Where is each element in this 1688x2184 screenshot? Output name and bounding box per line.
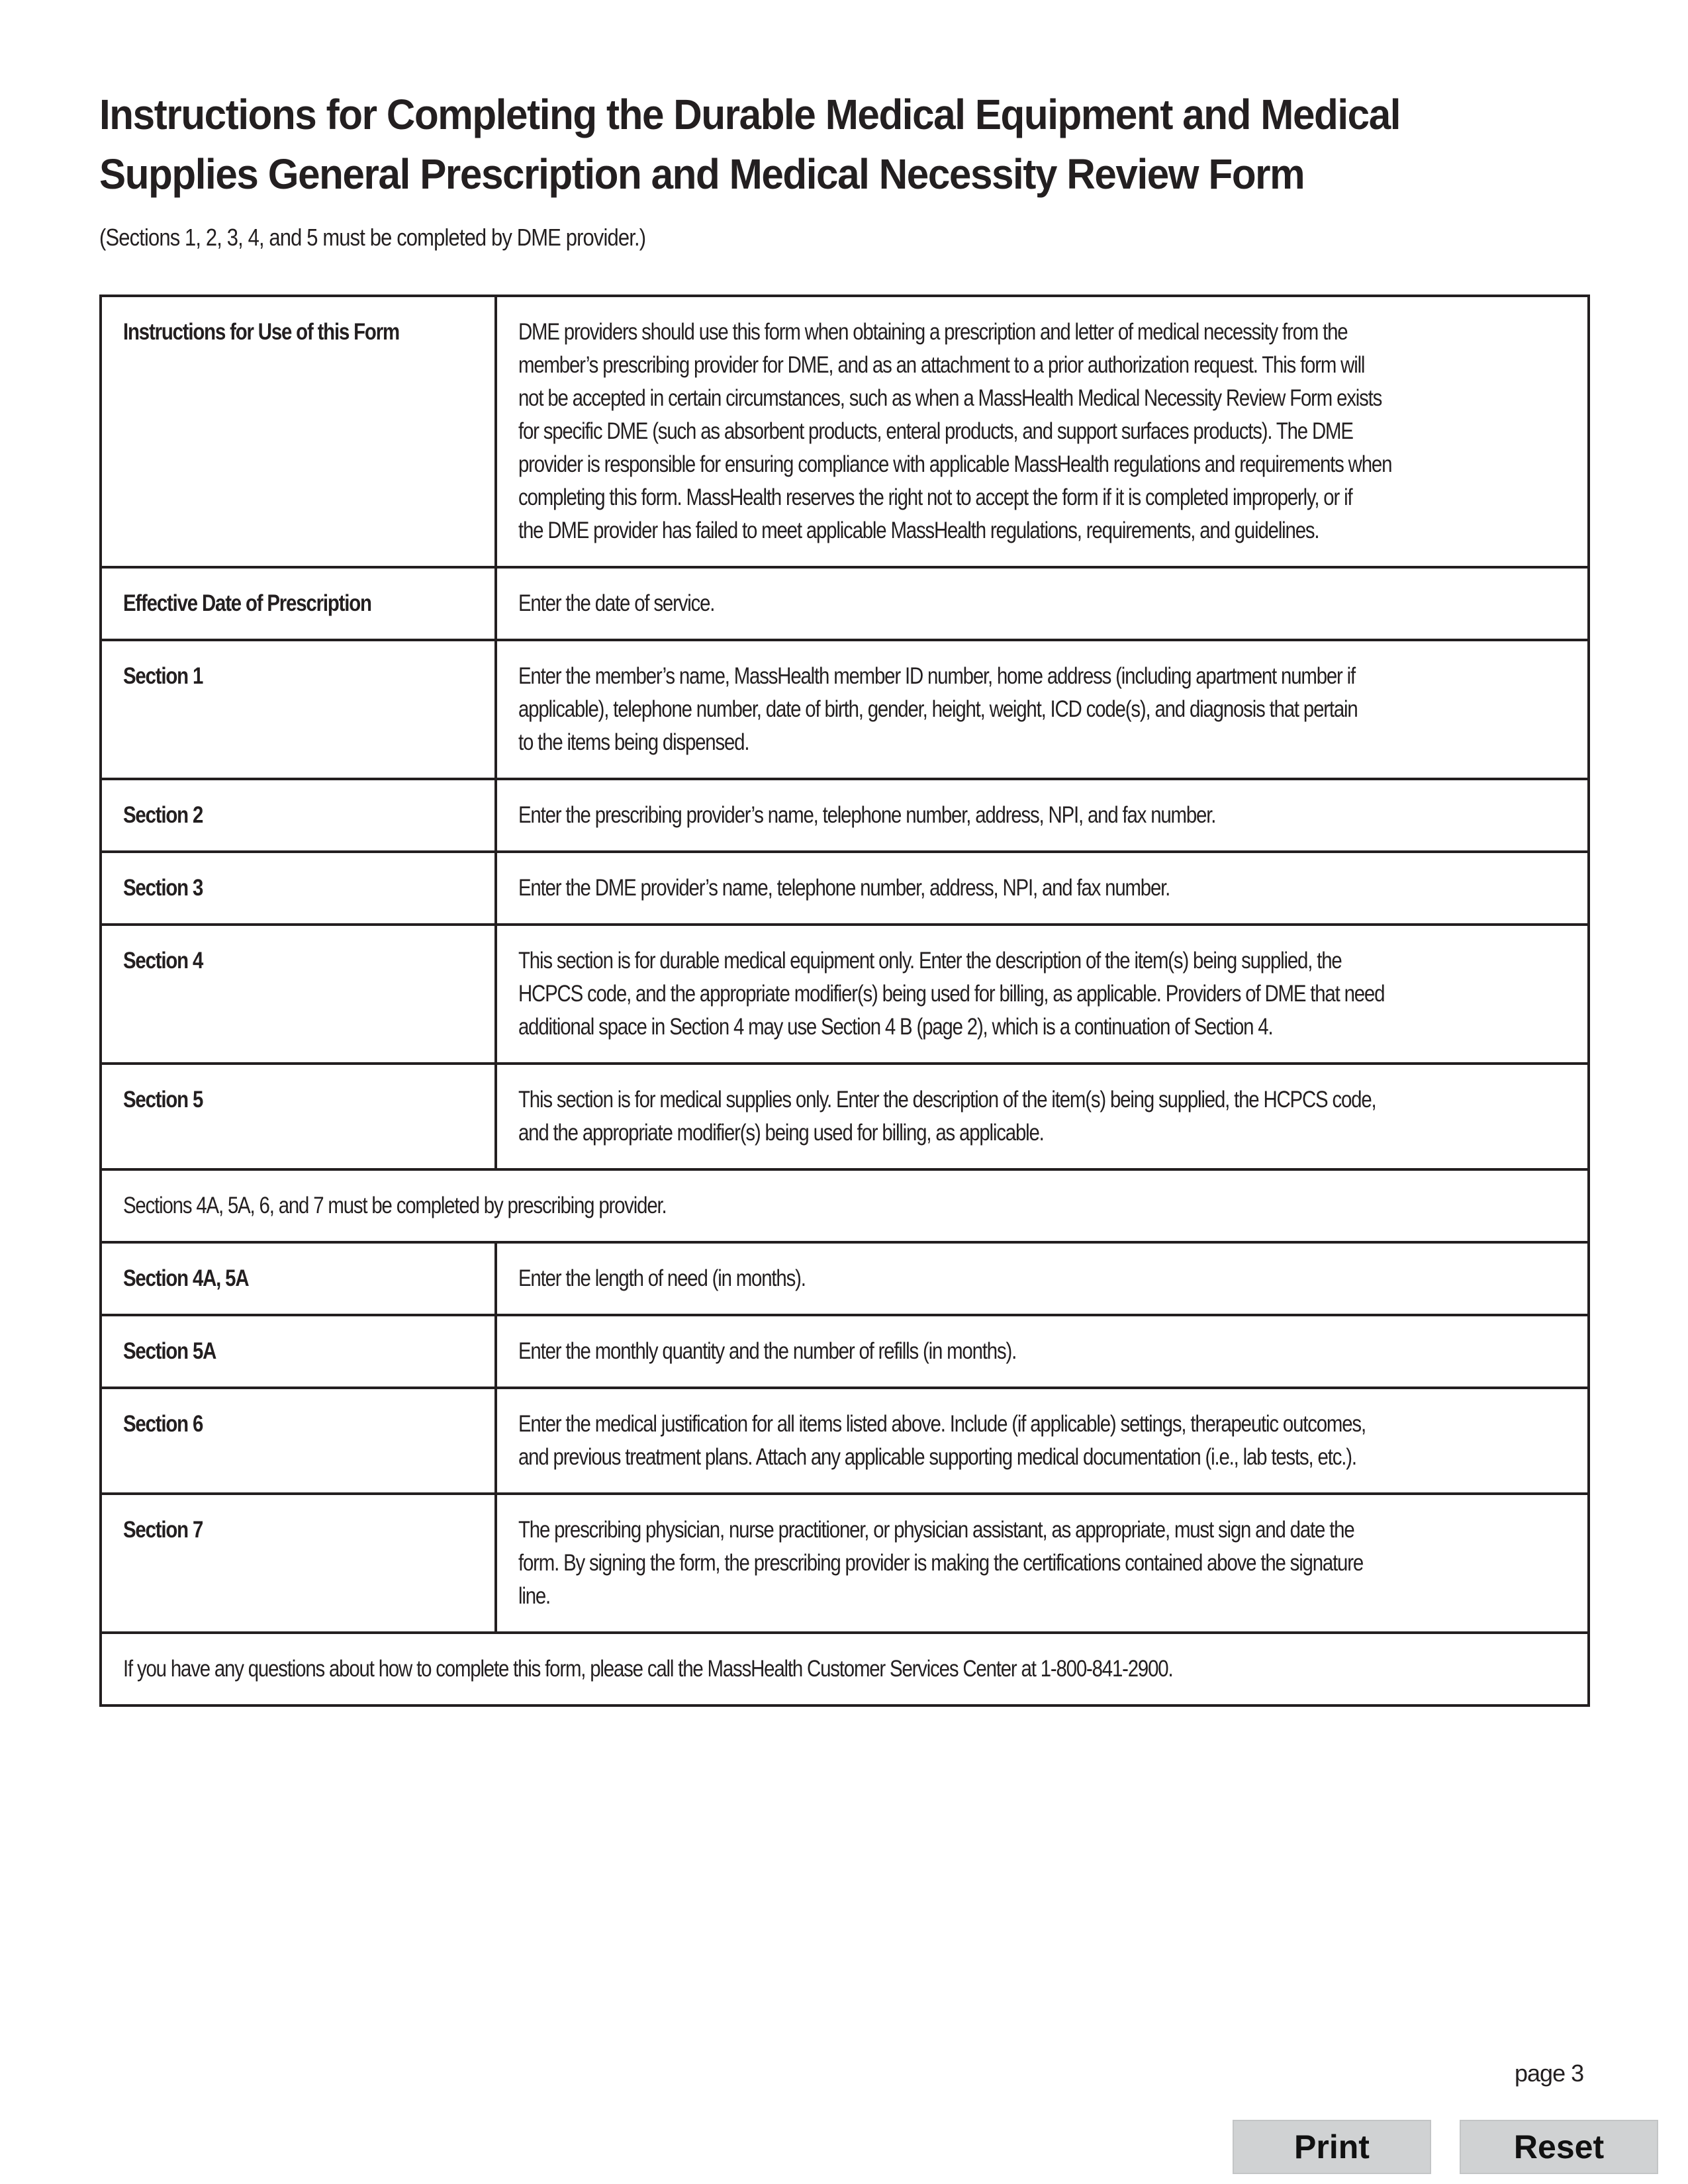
page-number: page 3 bbox=[1515, 2060, 1584, 2087]
row-label-cell bbox=[101, 640, 496, 779]
page-title bbox=[99, 85, 1499, 204]
table-row bbox=[101, 1633, 1589, 1706]
row-description-cell bbox=[496, 640, 1589, 779]
row-description-cell bbox=[496, 296, 1589, 567]
row-label: Effective Date of Prescription bbox=[123, 590, 371, 616]
table-row bbox=[101, 1242, 1589, 1315]
description-line: Enter the medical justification for all items listed above. Include (if applicable) settings, therapeutic outcomes, bbox=[518, 1411, 1366, 1437]
table-row bbox=[101, 1169, 1589, 1242]
row-description bbox=[518, 1389, 1399, 1492]
row-label-cell bbox=[101, 1242, 496, 1315]
row-description-cell bbox=[496, 1494, 1589, 1633]
page-title-line-1: Instructions for Completing the Durable Medical Equipment and Medical bbox=[99, 91, 1401, 138]
description-line: applicable), telephone number, date of birth, gender, height, weight, ICD code(s), and diagnosis that pertain bbox=[518, 696, 1358, 722]
description-line: additional space in Section 4 may use Section 4 B (page 2), which is a continuation of Section 4. bbox=[518, 1014, 1273, 1040]
description-line: form. By signing the form, the prescribing provider is making the certifications contained above the signature bbox=[518, 1550, 1364, 1576]
row-label-cell bbox=[101, 296, 496, 567]
table-row bbox=[101, 925, 1589, 1064]
row-label: Section 6 bbox=[123, 1411, 203, 1437]
description-line: Enter the DME provider’s name, telephone number, address, NPI, and fax number. bbox=[518, 875, 1170, 901]
row-label-cell bbox=[101, 852, 496, 925]
table-row bbox=[101, 1494, 1589, 1633]
description-line: and previous treatment plans. Attach any applicable supporting medical documentation (i.e., lab tests, etc.). bbox=[518, 1444, 1356, 1470]
row-label: Instructions for Use of this Form bbox=[123, 319, 399, 345]
row-label-cell bbox=[101, 1388, 496, 1494]
print-button[interactable]: Print bbox=[1233, 2120, 1431, 2174]
row-description bbox=[518, 926, 1399, 1062]
table-row bbox=[101, 567, 1589, 640]
description-line: completing this form. MassHealth reserves the right not to accept the form if it is completed improperly, or if bbox=[518, 484, 1352, 510]
description-line: The prescribing physician, nurse practitioner, or physician assistant, as appropriate, must sign and date the bbox=[518, 1517, 1354, 1543]
description-line: and the appropriate modifier(s) being used for billing, as applicable. bbox=[518, 1120, 1044, 1146]
page-subtitle: (Sections 1, 2, 3, 4, and 5 must be completed by DME provider.) bbox=[99, 224, 646, 251]
row-description-cell bbox=[496, 567, 1589, 640]
description-line: member’s prescribing provider for DME, and as an attachment to a prior authorization request. This form will bbox=[518, 352, 1365, 378]
row-label-cell bbox=[101, 1494, 496, 1633]
row-description bbox=[518, 1495, 1399, 1631]
row-description bbox=[518, 1065, 1399, 1168]
row-description bbox=[518, 641, 1399, 778]
description-line: This section is for medical supplies only. Enter the description of the item(s) being supplied, the HCPCS code, bbox=[518, 1087, 1376, 1113]
table-row bbox=[101, 852, 1589, 925]
description-line: not be accepted in certain circumstances, such as when a MassHealth Medical Necessity Review Form exists bbox=[518, 385, 1382, 411]
table-row bbox=[101, 779, 1589, 852]
row-label: Section 5 bbox=[123, 1087, 203, 1113]
table-note-cell bbox=[101, 1633, 1589, 1706]
table-note-text: Sections 4A, 5A, 6, and 7 must be completed by prescribing provider. bbox=[123, 1193, 667, 1218]
row-label-cell bbox=[101, 1064, 496, 1169]
row-description bbox=[518, 853, 1399, 923]
row-description bbox=[518, 1244, 1399, 1314]
table-row bbox=[101, 640, 1589, 779]
row-description-cell bbox=[496, 925, 1589, 1064]
description-line: DME providers should use this form when obtaining a prescription and letter of medical necessity from the bbox=[518, 319, 1348, 345]
row-description-cell bbox=[496, 779, 1589, 852]
table-row bbox=[101, 1064, 1589, 1169]
description-line: Enter the date of service. bbox=[518, 590, 715, 616]
row-label-cell bbox=[101, 567, 496, 640]
row-description-cell bbox=[496, 1388, 1589, 1494]
row-label: Section 4 bbox=[123, 948, 203, 974]
row-description-cell bbox=[496, 852, 1589, 925]
row-label-cell bbox=[101, 1315, 496, 1388]
row-label: Section 2 bbox=[123, 802, 203, 828]
description-line: line. bbox=[518, 1583, 551, 1609]
description-line: Enter the length of need (in months). bbox=[518, 1265, 806, 1291]
description-line: the DME provider has failed to meet applicable MassHealth regulations, requirements, and guidelines. bbox=[518, 518, 1319, 543]
row-label: Section 4A, 5A bbox=[123, 1265, 249, 1291]
description-line: for specific DME (such as absorbent products, enteral products, and support surfaces products). The DME bbox=[518, 418, 1353, 444]
description-line: HCPCS code, and the appropriate modifier(s) being used for billing, as applicable. Providers of DME that need bbox=[518, 981, 1385, 1007]
row-label-cell bbox=[101, 925, 496, 1064]
instructions-table-body bbox=[101, 296, 1589, 1706]
description-line: to the items being dispensed. bbox=[518, 729, 749, 755]
row-description bbox=[518, 297, 1399, 566]
row-label: Section 7 bbox=[123, 1517, 203, 1543]
description-line: Enter the monthly quantity and the number of refills (in months). bbox=[518, 1338, 1017, 1364]
page-title-line-2: Supplies General Prescription and Medical Necessity Review Form bbox=[99, 150, 1305, 198]
row-label: Section 3 bbox=[123, 875, 203, 901]
description-line: Enter the member’s name, MassHealth member ID number, home address (including apartment number if bbox=[518, 663, 1356, 689]
row-description-cell bbox=[496, 1315, 1589, 1388]
row-description bbox=[518, 569, 1399, 639]
table-note-text: If you have any questions about how to complete this form, please call the MassHealth Customer Services Center at 1-800-841-2900. bbox=[123, 1656, 1173, 1682]
row-label-cell bbox=[101, 779, 496, 852]
description-line: This section is for durable medical equipment only. Enter the description of the item(s) being supplied, the bbox=[518, 948, 1342, 974]
row-description bbox=[518, 780, 1399, 850]
description-line: provider is responsible for ensuring compliance with applicable MassHealth regulations and requirements when bbox=[518, 451, 1392, 477]
row-description bbox=[518, 1316, 1399, 1387]
description-line: Enter the prescribing provider’s name, telephone number, address, NPI, and fax number. bbox=[518, 802, 1216, 828]
row-description-cell bbox=[496, 1242, 1589, 1315]
table-row bbox=[101, 1315, 1589, 1388]
row-label: Section 5A bbox=[123, 1338, 216, 1364]
row-label: Section 1 bbox=[123, 663, 203, 689]
table-note-cell bbox=[101, 1169, 1589, 1242]
table-row bbox=[101, 1388, 1589, 1494]
reset-button[interactable]: Reset bbox=[1460, 2120, 1658, 2174]
instructions-table bbox=[99, 295, 1590, 1707]
row-description-cell bbox=[496, 1064, 1589, 1169]
table-row bbox=[101, 296, 1589, 567]
